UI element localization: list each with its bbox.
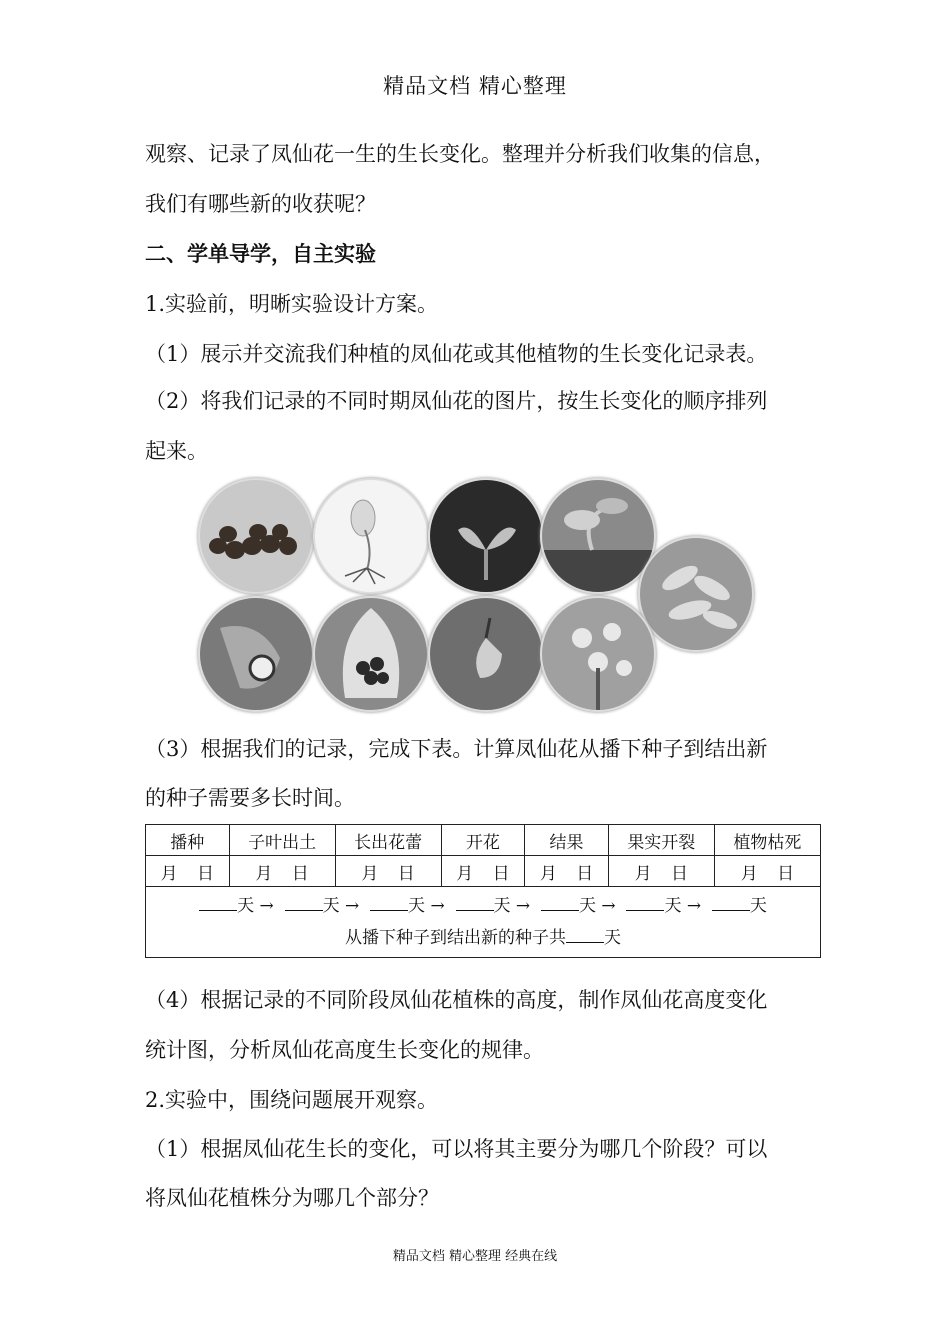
photo-young-plant: [638, 536, 754, 652]
photo-seedling: [540, 478, 656, 594]
photo-open-seed-pod: [313, 596, 429, 712]
date-cell[interactable]: 月 日: [525, 856, 609, 887]
photo-flowering-plant: [540, 596, 656, 712]
stage-header: 播种: [146, 825, 230, 856]
paragraph-3: 1.实验前，明晰实验设计方案。: [145, 292, 439, 316]
date-cell[interactable]: 月 日: [146, 856, 230, 887]
table-date-row: [146, 856, 821, 887]
paragraph-7: （3）根据我们的记录，完成下表。计算凤仙花从播下种子到结出新: [145, 737, 768, 761]
paragraph-2: 我们有哪些新的收获呢？: [145, 192, 376, 216]
paragraph-8: 的种子需要多长时间。: [145, 786, 355, 810]
total-line: 从播下种子到结出新的种子共 天: [345, 928, 621, 948]
section-heading: 二、学单导学，自主实验: [145, 241, 376, 266]
paragraph-11: 2.实验中，围绕问题展开观察。: [145, 1088, 439, 1112]
days-blank[interactable]: [541, 896, 579, 911]
paragraph-10: 统计图，分析凤仙花高度生长变化的规律。: [145, 1038, 544, 1062]
page-footer: 精品文档 精心整理 经典在线: [392, 1249, 558, 1264]
stage-header: 植物枯死: [714, 825, 820, 856]
paragraph-13: 将凤仙花植株分为哪几个部分？: [145, 1186, 439, 1210]
interval-line: 天 → 天 → 天 → 天 → 天 → 天 → 天: [146, 890, 820, 922]
days-blank[interactable]: [712, 896, 750, 911]
stage-header: 开花: [441, 825, 525, 856]
days-blank[interactable]: [199, 896, 237, 911]
photo-cotyledons: [428, 478, 544, 594]
paragraph-1: 观察、记录了凤仙花一生的生长变化。整理并分析我们收集的信息，: [145, 142, 775, 166]
photo-bud: [428, 596, 544, 712]
date-cell[interactable]: 月 日: [714, 856, 820, 887]
stage-header: 果实开裂: [608, 825, 714, 856]
date-cell[interactable]: 月 日: [335, 856, 441, 887]
summary-cell: [146, 887, 821, 958]
photo-flower-closeup: [198, 596, 314, 712]
stage-header: 子叶出土: [229, 825, 335, 856]
table-header-row: [146, 825, 821, 856]
days-blank[interactable]: [626, 896, 664, 911]
days-blank[interactable]: [285, 896, 323, 911]
paragraph-6: 起来。: [145, 439, 208, 463]
page-header: 精品文档 精心整理: [383, 74, 567, 98]
total-days-blank[interactable]: [566, 928, 604, 943]
stage-header: 结果: [525, 825, 609, 856]
stage-header: 长出花蕾: [335, 825, 441, 856]
photo-seeds: [198, 478, 314, 594]
growth-record-table: [145, 824, 821, 958]
paragraph-5: （2）将我们记录的不同时期凤仙花的图片，按生长变化的顺序排列: [145, 389, 768, 413]
date-cell[interactable]: 月 日: [608, 856, 714, 887]
days-blank[interactable]: [370, 896, 408, 911]
paragraph-12: （1）根据凤仙花生长的变化，可以将其主要分为哪几个阶段？可以: [145, 1137, 768, 1161]
paragraph-9: （4）根据记录的不同阶段凤仙花植株的高度，制作凤仙花高度变化: [145, 988, 768, 1012]
days-blank[interactable]: [456, 896, 494, 911]
paragraph-4: （1）展示并交流我们种植的凤仙花或其他植物的生长变化记录表。: [145, 342, 768, 366]
table-summary-row: [146, 887, 821, 958]
date-cell[interactable]: 月 日: [441, 856, 525, 887]
date-cell[interactable]: 月 日: [229, 856, 335, 887]
growth-photos: [198, 478, 718, 712]
photo-sprouting: [313, 478, 429, 594]
